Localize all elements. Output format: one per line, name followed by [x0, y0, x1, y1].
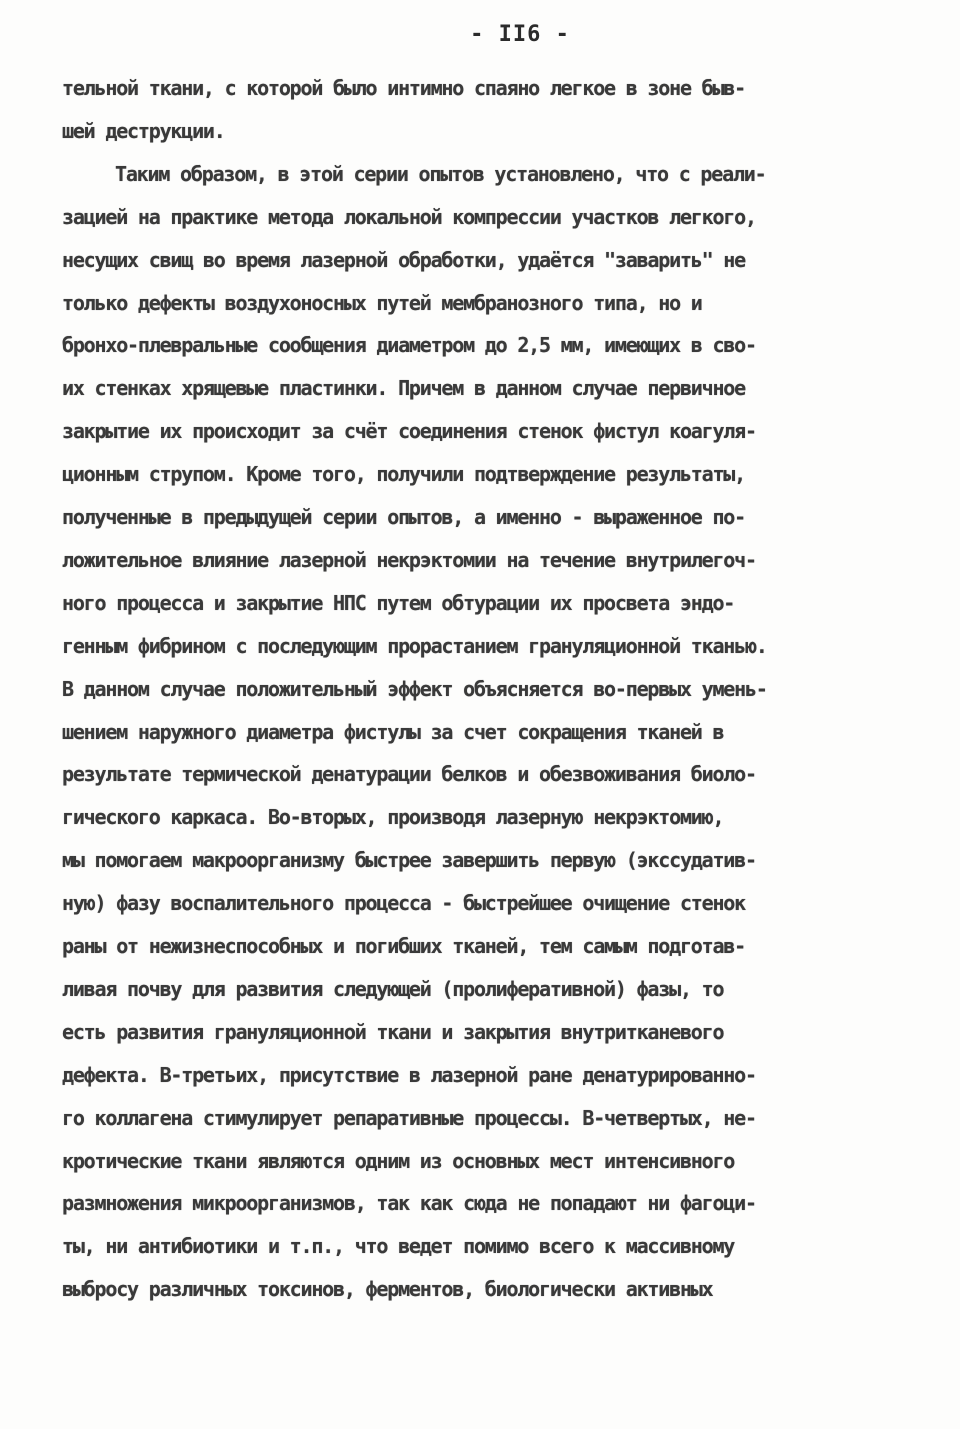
text-line: мы помогаем макроорганизму быстрее завершить первую (экссудатив-	[62, 848, 756, 872]
text-line: го коллагена стимулирует репаративные процессы. В-четвертых, не-	[62, 1106, 756, 1130]
text-line: полученные в предыдущей серии опытов, а именно - выраженное по-	[62, 505, 745, 529]
text-line: шей деструкции.	[62, 119, 225, 143]
text-line: результате термической денатурации белков и обезвоживания биоло-	[62, 762, 756, 786]
text-line: их стенках хрящевые пластинки. Причем в данном случае первичное	[62, 376, 745, 400]
text-line: ционным струпом. Кроме того, получили подтверждение результаты,	[62, 462, 745, 486]
text-line: есть развития грануляционной ткани и закрытия внутритканевого	[62, 1020, 724, 1044]
text-line: ты, ни антибиотики и т.п., что ведет помимо всего к массивному	[62, 1234, 735, 1258]
text-line: размножения микроорганизмов, так как сюда не попадают ни фагоци-	[62, 1191, 756, 1215]
text-line: ную) фазу воспалительного процесса - быстрейшее очищение стенок	[62, 891, 745, 915]
text-line: зацией на практике метода локальной компрессии участков легкого,	[62, 205, 756, 229]
text-line: Таким образом, в этой серии опытов установлено, что с реали-	[115, 162, 766, 186]
text-line: раны от нежизнеспособных и погибших тканей, тем самым подготав-	[62, 934, 745, 958]
text-line: закрытие их происходит за счёт соединения стенок фистул коагуля-	[62, 419, 756, 443]
text-line: гического каркаса. Во-вторых, производя лазерную некрэктомию,	[62, 805, 724, 829]
text-line: несущих свищ во время лазерной обработки, удаётся "заварить" не	[62, 248, 745, 272]
text-line: ложительное влияние лазерной некрэктомии на течение внутрилегоч-	[62, 548, 756, 572]
page-number: - II6 -	[470, 22, 570, 47]
text-line: ливая почву для развития следующей (пролиферативной) фазы, то	[62, 977, 724, 1001]
text-line: генным фибрином с последующим прорастанием грануляционной тканью.	[62, 634, 767, 658]
text-line: выбросу различных токсинов, ферментов, биологически активных	[62, 1277, 713, 1301]
text-line: только дефекты воздухоносных путей мембранозного типа, но и	[62, 291, 702, 315]
text-line: дефекта. В-третьих, присутствие в лазерной ране денатурированно-	[62, 1063, 756, 1087]
text-line: кротические ткани являются одним из основных мест интенсивного	[62, 1149, 735, 1173]
text-line: ного процесса и закрытие НПС путем обтурации их просвета эндо-	[62, 591, 735, 615]
text-line: бронхо-плевральные сообщения диаметром до 2,5 мм, имеющих в сво-	[62, 333, 756, 357]
text-line: В данном случае положительный эффект объясняется во-первых умень-	[62, 677, 767, 701]
text-line: тельной ткани, с которой было интимно спаяно легкое в зоне быв-	[62, 76, 745, 100]
text-line: шением наружного диаметра фистулы за счет сокращения тканей в	[62, 720, 724, 744]
